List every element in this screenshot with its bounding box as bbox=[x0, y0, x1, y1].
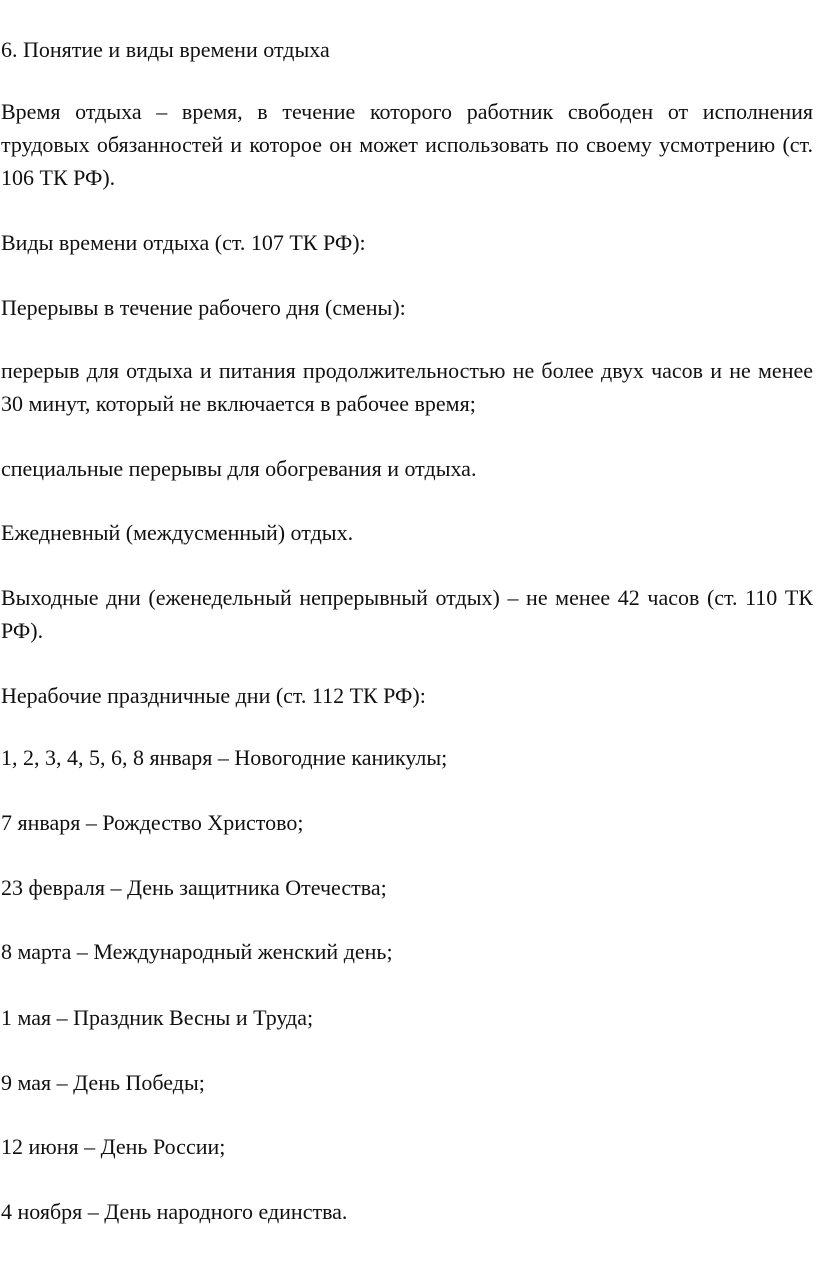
weekends-paragraph: Выходные дни (еженедельный непрерывный отдых) – не менее 42 часов (ст. 110 ТК РФ). bbox=[1, 585, 813, 643]
definition-paragraph: Время отдыха – время, в течение которого работник свободен от исполнения трудовых обязанностей и которое он может использовать по своему усмотрению (ст. 106 ТК РФ). bbox=[1, 99, 813, 190]
holiday-item: 23 февраля – День защитника Отечества; bbox=[1, 875, 387, 900]
breaks-title: Перерывы в течение рабочего дня (смены): bbox=[1, 295, 406, 320]
break-meal-paragraph: перерыв для отдыха и питания продолжительностью не более двух часов и не менее 30 минут, который не включается в рабочее время; bbox=[1, 358, 813, 416]
daily-rest-paragraph: Ежедневный (междусменный) отдых. bbox=[1, 520, 354, 545]
holiday-item: 8 марта – Международный женский день; bbox=[1, 939, 393, 964]
holidays-title: Нерабочие праздничные дни (ст. 112 ТК РФ): bbox=[1, 683, 426, 708]
holiday-item: 12 июня – День России; bbox=[1, 1134, 226, 1159]
break-special-paragraph: специальные перерывы для обогревания и отдыха. bbox=[1, 456, 477, 481]
holiday-item: 7 января – Рождество Христово; bbox=[1, 810, 304, 835]
holiday-item: 4 ноября – День народного единства. bbox=[1, 1199, 348, 1224]
document-heading: 6. Понятие и виды времени отдыха bbox=[1, 37, 330, 62]
holiday-item: 1 мая – Праздник Весны и Труда; bbox=[1, 1005, 314, 1030]
holiday-item: 1, 2, 3, 4, 5, 6, 8 января – Новогодние каникулы; bbox=[1, 745, 448, 770]
types-intro: Виды времени отдыха (ст. 107 ТК РФ): bbox=[1, 230, 366, 255]
holiday-item: 9 мая – День Победы; bbox=[1, 1070, 205, 1095]
